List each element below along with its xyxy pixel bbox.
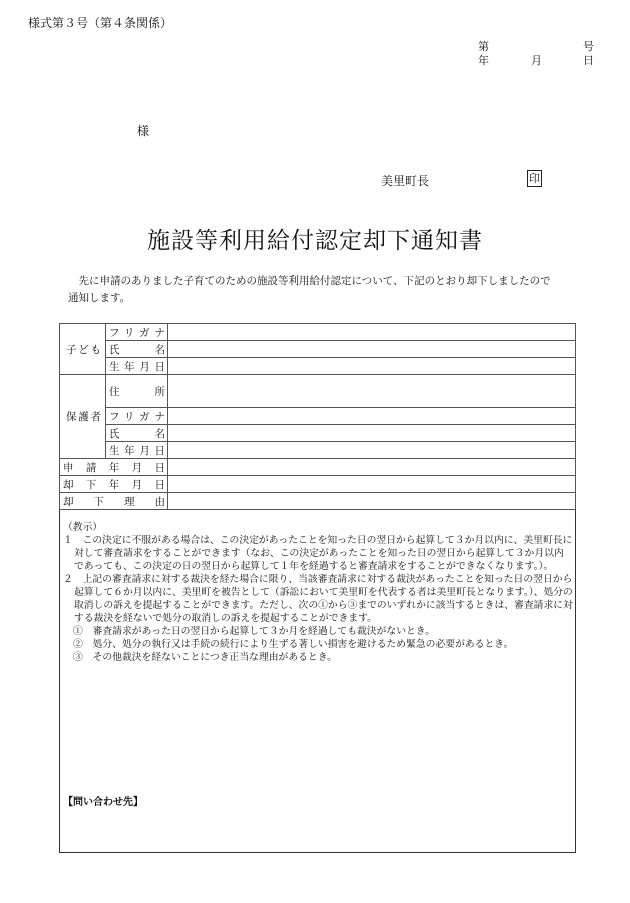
seal-mark: 印 — [529, 172, 540, 185]
info-table — [59, 323, 576, 510]
contact-heading: 【問い合わせ先】 — [63, 797, 143, 808]
addressee-honorific: 様 — [137, 124, 150, 138]
body-line-1: 先に申請のありました子育てのための施設等利用給付認定について、下記のとおり却下しましたので — [78, 275, 551, 287]
guardian-birth-row — [60, 442, 576, 459]
rejection-reason-field[interactable] — [168, 493, 576, 510]
guardian-name-row — [60, 425, 576, 442]
notice-item-2: ２ 上記の審査請求に対する裁決を経た場合に限り、当該審査請求に対する裁決があったことを知った日の翌日から起算して６か月以内に、美里町を被告として（訴訟において美里町を代表する者は美里町長となります。）、処分の取消しの訴えを提起することができます。ただし、次の①から③までのいずれかに該当するときは、審査請求に対する裁決を経ないで処分の取消しの訴えを提起することができます。 — [63, 574, 573, 624]
child-furigana-row — [60, 324, 576, 341]
guardian-birth-field[interactable] — [168, 442, 576, 459]
date-year-label: 年 — [478, 54, 489, 67]
guardian-birth-label: 生年月日 — [106, 442, 168, 459]
rejection-date-label: 却下年月日 — [60, 476, 168, 493]
rejection-reason-row — [60, 493, 576, 510]
date-month-label: 月 — [531, 54, 542, 67]
form-number: 様式第３号（第４条関係） — [28, 16, 173, 30]
notice-item-1: １ この決定に不服がある場合は、この決定があったことを知った日の翌日から起算して３か月以内に、美里町長に対して審査請求をすることができます（なお、この決定があったことを知った日の翌日から起算して３か月以内であっても、この決定の日の翌日から起算して１年を経過すると審査請求をすることができなくなります。）。 — [63, 535, 573, 572]
application-date-label: 申請年月日 — [60, 459, 168, 476]
guardian-furigana-label: フリガナ — [106, 408, 168, 425]
number-suffix: 号 — [583, 40, 594, 53]
guardian-name-label: 氏名 — [106, 425, 168, 442]
appeal-notice — [63, 521, 573, 664]
guardian-name-field[interactable] — [168, 425, 576, 442]
issuer-name: 美里町長 — [381, 174, 430, 188]
rejection-date-row — [60, 476, 576, 493]
guardian-furigana-row — [60, 408, 576, 425]
child-name-row — [60, 341, 576, 358]
notice-subitem-2: ② 処分、処分の執行又は手続の続行により生ずる著しい損害を避けるため緊急の必要があるとき。 — [73, 639, 514, 650]
child-birth-row — [60, 358, 576, 375]
rejection-reason-label: 却下理由 — [60, 493, 168, 510]
application-date-field[interactable] — [168, 459, 576, 476]
guardian-furigana-field[interactable] — [168, 408, 576, 425]
child-name-label: 氏名 — [106, 341, 168, 358]
guardian-address-row — [60, 375, 576, 408]
notice-subitem-1: ① 審査請求があった日の翌日から起算して３か月を経過しても裁決がないとき。 — [73, 626, 435, 637]
child-name-field[interactable] — [168, 341, 576, 358]
guardian-group-label: 保護者 — [60, 375, 106, 459]
document-title: 施設等利用給付認定却下通知書 — [147, 228, 483, 254]
child-birth-field[interactable] — [168, 358, 576, 375]
number-prefix: 第 — [478, 40, 489, 53]
date-day-label: 日 — [583, 54, 594, 67]
body-line-2: 通知します。 — [68, 292, 131, 304]
child-furigana-field[interactable] — [168, 324, 576, 341]
child-birth-label: 生年月日 — [106, 358, 168, 375]
guardian-address-field[interactable] — [168, 375, 576, 408]
child-group-label: 子ども — [60, 324, 106, 375]
notice-subitem-3: ③ その他裁決を経ないことにつき正当な理由があるとき。 — [73, 652, 337, 663]
notice-heading: （教示） — [63, 522, 103, 533]
child-furigana-label: フリガナ — [106, 324, 168, 341]
rejection-date-field[interactable] — [168, 476, 576, 493]
notification-body — [68, 273, 583, 307]
application-date-row — [60, 459, 576, 476]
guardian-address-label: 住所 — [106, 375, 168, 408]
